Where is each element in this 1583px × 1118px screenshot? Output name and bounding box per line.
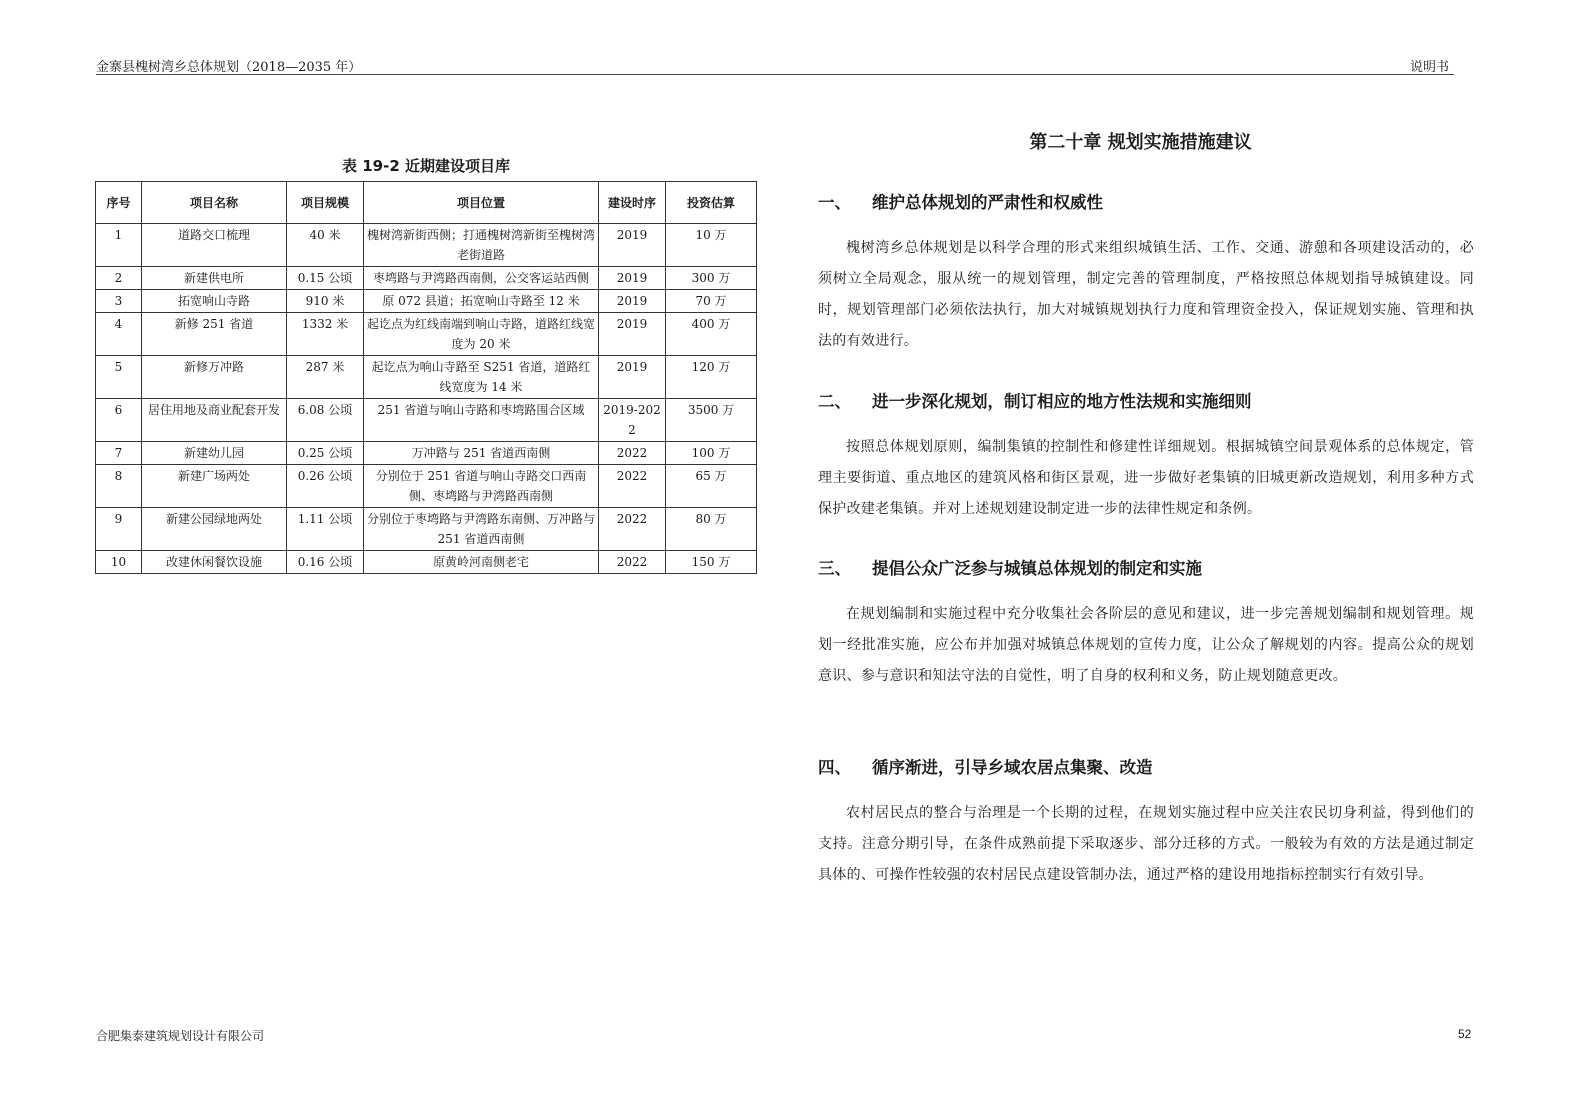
section-heading-text: 提倡公众广泛参与城镇总体规划的制定和实施 bbox=[872, 559, 1202, 578]
cell-location: 251 省道与响山寺路和枣塆路围合区域 bbox=[364, 399, 599, 442]
section-heading-text: 维护总体规划的严肃性和权威性 bbox=[872, 193, 1103, 212]
table-row bbox=[96, 313, 757, 356]
section-heading bbox=[818, 756, 1474, 780]
page-number: 52 bbox=[1458, 1027, 1472, 1041]
cell-scale: 0.26 公顷 bbox=[287, 465, 364, 508]
project-table-body bbox=[96, 224, 757, 574]
cell-name: 改建休闲餐饮设施 bbox=[142, 551, 287, 574]
column-header-index: 序号 bbox=[96, 182, 142, 224]
cell-name: 新建广场两处 bbox=[142, 465, 287, 508]
section-1 bbox=[818, 191, 1474, 357]
table-row bbox=[96, 508, 757, 551]
column-header-schedule: 建设时序 bbox=[599, 182, 666, 224]
cell-name: 新修万冲路 bbox=[142, 356, 287, 399]
table-row bbox=[96, 356, 757, 399]
section-body: 在规划编制和实施过程中充分收集社会各阶层的意见和建议，进一步完善规划编制和规划管理。规划一经批准实施，应公布并加强对城镇总体规划的宣传力度，让公众了解规划的内容。提高公众的规划意识、参与意识和知法守法的自觉性，明了自身的权利和义务，防止规划随意更改。 bbox=[818, 606, 1474, 684]
cell-index: 7 bbox=[96, 442, 142, 465]
section-body: 槐树湾乡总体规划是以科学合理的形式来组织城镇生活、工作、交通、游憩和各项建设活动的，必须树立全局观念，服从统一的规划管理，制定完善的管理制度，严格按照总体规划指导城镇建设。同时，规划管理部门必须依法执行，加大对城镇规划执行力度和管理资金投入，保证规划实施、管理和执法的有效进行。 bbox=[818, 240, 1474, 349]
cell-scale: 287 米 bbox=[287, 356, 364, 399]
cell-scale: 0.25 公顷 bbox=[287, 442, 364, 465]
column-header-name: 项目名称 bbox=[142, 182, 287, 224]
section-heading-text: 循序渐进，引导乡域农居点集聚、改造 bbox=[872, 758, 1153, 777]
section-heading bbox=[818, 557, 1474, 581]
cell-schedule: 2022 bbox=[599, 465, 666, 508]
cell-name: 新建供电所 bbox=[142, 267, 287, 290]
cell-schedule: 2019 bbox=[599, 313, 666, 356]
header-document-type: 说明书 bbox=[1410, 60, 1450, 75]
cell-investment: 120 万 bbox=[666, 356, 757, 399]
project-table-header bbox=[96, 182, 757, 224]
cell-scale: 0.16 公顷 bbox=[287, 551, 364, 574]
section-number: 四、 bbox=[818, 758, 851, 777]
cell-index: 10 bbox=[96, 551, 142, 574]
cell-scale: 40 米 bbox=[287, 224, 364, 267]
cell-scale: 1332 米 bbox=[287, 313, 364, 356]
cell-scale: 0.15 公顷 bbox=[287, 267, 364, 290]
table-caption: 表 19-2 近期建设项目库 bbox=[342, 157, 510, 175]
cell-index: 1 bbox=[96, 224, 142, 267]
cell-schedule: 2022 bbox=[599, 508, 666, 551]
table-row bbox=[96, 267, 757, 290]
table-row bbox=[96, 551, 757, 574]
cell-schedule: 2019-2022 bbox=[599, 399, 666, 442]
cell-investment: 400 万 bbox=[666, 313, 757, 356]
footer-company: 合肥集泰建筑规划设计有限公司 bbox=[96, 1029, 265, 1043]
project-table bbox=[95, 181, 757, 574]
section-number: 一、 bbox=[818, 193, 851, 212]
table-header-row bbox=[96, 182, 757, 224]
cell-location: 起讫点为红线南端到响山寺路，道路红线宽度为 20 米 bbox=[364, 313, 599, 356]
cell-schedule: 2019 bbox=[599, 356, 666, 399]
section-number: 三、 bbox=[818, 559, 851, 578]
section-heading bbox=[818, 191, 1474, 215]
cell-index: 8 bbox=[96, 465, 142, 508]
cell-scale: 6.08 公顷 bbox=[287, 399, 364, 442]
cell-name: 拓宽响山寺路 bbox=[142, 290, 287, 313]
section-2 bbox=[818, 390, 1474, 525]
cell-investment: 150 万 bbox=[666, 551, 757, 574]
section-heading-text: 进一步深化规划，制订相应的地方性法规和实施细则 bbox=[872, 392, 1252, 411]
cell-location: 万冲路与 251 省道西南侧 bbox=[364, 442, 599, 465]
cell-index: 5 bbox=[96, 356, 142, 399]
cell-schedule: 2019 bbox=[599, 290, 666, 313]
cell-index: 4 bbox=[96, 313, 142, 356]
column-header-location: 项目位置 bbox=[364, 182, 599, 224]
cell-location: 枣塆路与尹湾路西南侧，公交客运站西侧 bbox=[364, 267, 599, 290]
cell-investment: 70 万 bbox=[666, 290, 757, 313]
table-row bbox=[96, 224, 757, 267]
cell-investment: 10 万 bbox=[666, 224, 757, 267]
cell-investment: 3500 万 bbox=[666, 399, 757, 442]
cell-investment: 80 万 bbox=[666, 508, 757, 551]
cell-location: 槐树湾新街西侧；打通槐树湾新街至槐树湾老街道路 bbox=[364, 224, 599, 267]
cell-name: 道路交口梳理 bbox=[142, 224, 287, 267]
cell-name: 新建公园绿地两处 bbox=[142, 508, 287, 551]
cell-scale: 910 米 bbox=[287, 290, 364, 313]
cell-scale: 1.11 公顷 bbox=[287, 508, 364, 551]
section-3 bbox=[818, 557, 1474, 692]
cell-index: 2 bbox=[96, 267, 142, 290]
cell-location: 原黄岭河南侧老宅 bbox=[364, 551, 599, 574]
cell-schedule: 2019 bbox=[599, 267, 666, 290]
cell-location: 原 072 县道；拓宽响山寺路至 12 米 bbox=[364, 290, 599, 313]
column-header-investment: 投资估算 bbox=[666, 182, 757, 224]
cell-schedule: 2022 bbox=[599, 442, 666, 465]
header-document-title: 金寨县槐树湾乡总体规划（2018—2035 年） bbox=[96, 60, 362, 75]
cell-location: 起讫点为响山寺路至 S251 省道，道路红线宽度为 14 米 bbox=[364, 356, 599, 399]
cell-name: 新修 251 省道 bbox=[142, 313, 287, 356]
cell-name: 新建幼儿园 bbox=[142, 442, 287, 465]
table-row bbox=[96, 290, 757, 313]
cell-investment: 100 万 bbox=[666, 442, 757, 465]
cell-investment: 300 万 bbox=[666, 267, 757, 290]
table-row bbox=[96, 465, 757, 508]
column-header-scale: 项目规模 bbox=[287, 182, 364, 224]
table-row bbox=[96, 442, 757, 465]
cell-investment: 65 万 bbox=[666, 465, 757, 508]
cell-name: 居住用地及商业配套开发 bbox=[142, 399, 287, 442]
cell-index: 9 bbox=[96, 508, 142, 551]
cell-index: 6 bbox=[96, 399, 142, 442]
cell-index: 3 bbox=[96, 290, 142, 313]
section-number: 二、 bbox=[818, 392, 851, 411]
cell-schedule: 2019 bbox=[599, 224, 666, 267]
cell-location: 分别位于枣塆路与尹湾路东南侧、万冲路与 251 省道西南侧 bbox=[364, 508, 599, 551]
section-4 bbox=[818, 756, 1474, 891]
header-divider bbox=[96, 74, 1454, 75]
section-body: 按照总体规划原则，编制集镇的控制性和修建性详细规划。根据城镇空间景观体系的总体规定，管理主要街道、重点地区的建筑风格和街区景观，进一步做好老集镇的旧城更新改造规划，利用多种方式保护改建老集镇。并对上述规划建设制定进一步的法律性规定和条例。 bbox=[818, 439, 1474, 517]
cell-location: 分别位于 251 省道与响山寺路交口西南侧、枣塆路与尹湾路西南侧 bbox=[364, 465, 599, 508]
cell-schedule: 2022 bbox=[599, 551, 666, 574]
section-body: 农村居民点的整合与治理是一个长期的过程，在规划实施过程中应关注农民切身利益，得到他们的支持。注意分期引导，在条件成熟前提下采取逐步、部分迁移的方式。一般较为有效的方法是通过制定具体的、可操作性较强的农村居民点建设管制办法，通过严格的建设用地指标控制实行有效引导。 bbox=[818, 805, 1474, 883]
chapter-title: 第二十章 规划实施措施建议 bbox=[1029, 132, 1252, 153]
table-row bbox=[96, 399, 757, 442]
section-heading bbox=[818, 390, 1474, 414]
